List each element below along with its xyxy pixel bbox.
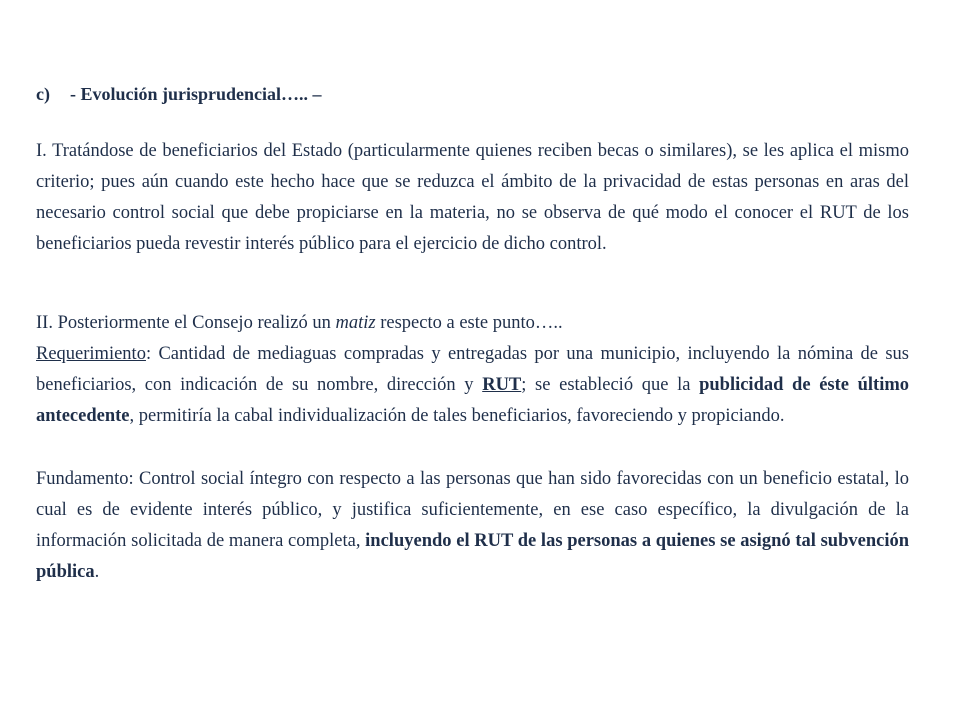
matiz-term: matiz [335, 313, 376, 333]
heading-marker: c) [36, 84, 50, 104]
requerimiento-label: Requerimiento [36, 344, 146, 364]
paragraph-text: Fundamento: Control social íntegro con respecto a las personas que han sido favorecidas con un beneficio estatal, lo cual es de evidente interés público, y justifica suficientemente, en ese caso específico, la divulgación de la información solicitada de manera completa, [36, 469, 909, 551]
emphasis-text: publicidad de éste último antecedente [36, 375, 910, 426]
paragraph-fundamento [36, 464, 909, 588]
paragraph-text: I. Tratándose de beneficiarios del Estado (particularmente quienes reciben becas o similares), se les aplica el mismo criterio; pues aún cuando este hecho hace que se reduzca el ámbito de la privacidad de estas personas en aras del necesario control social que debe propiciarse en la materia, no se observa de qué modo el conocer el RUT de los beneficiarios pueda revestir interés público para el ejercicio de dicho control. [36, 141, 909, 254]
paragraph-text: respecto a este punto….. [375, 313, 563, 333]
paragraph-text: . [94, 562, 100, 582]
paragraph-text: , permitiría la cabal individualización de tales beneficiarios, favoreciendo y propiciando. [129, 406, 785, 426]
rut-term: RUT [482, 375, 522, 395]
section-heading [36, 78, 909, 110]
paragraph-matiz [36, 308, 909, 339]
paragraph-requerimiento [36, 339, 909, 432]
paragraph-text: : Cantidad de mediaguas compradas y entregadas por una municipio, incluyendo la nómina de sus beneficiarios, con indicación de su nombre, dirección y [36, 344, 909, 395]
slide-content [36, 78, 909, 588]
emphasis-text: incluyendo el RUT de las personas a quienes se asignó tal subvención pública [36, 531, 909, 582]
paragraph-text: II. Posteriormente el Consejo realizó un [36, 313, 336, 333]
paragraph-text: ; se estableció que la [521, 375, 700, 395]
heading-text: - Evolución jurisprudencial….. – [70, 84, 322, 104]
paragraph-beneficiarios [36, 136, 909, 260]
